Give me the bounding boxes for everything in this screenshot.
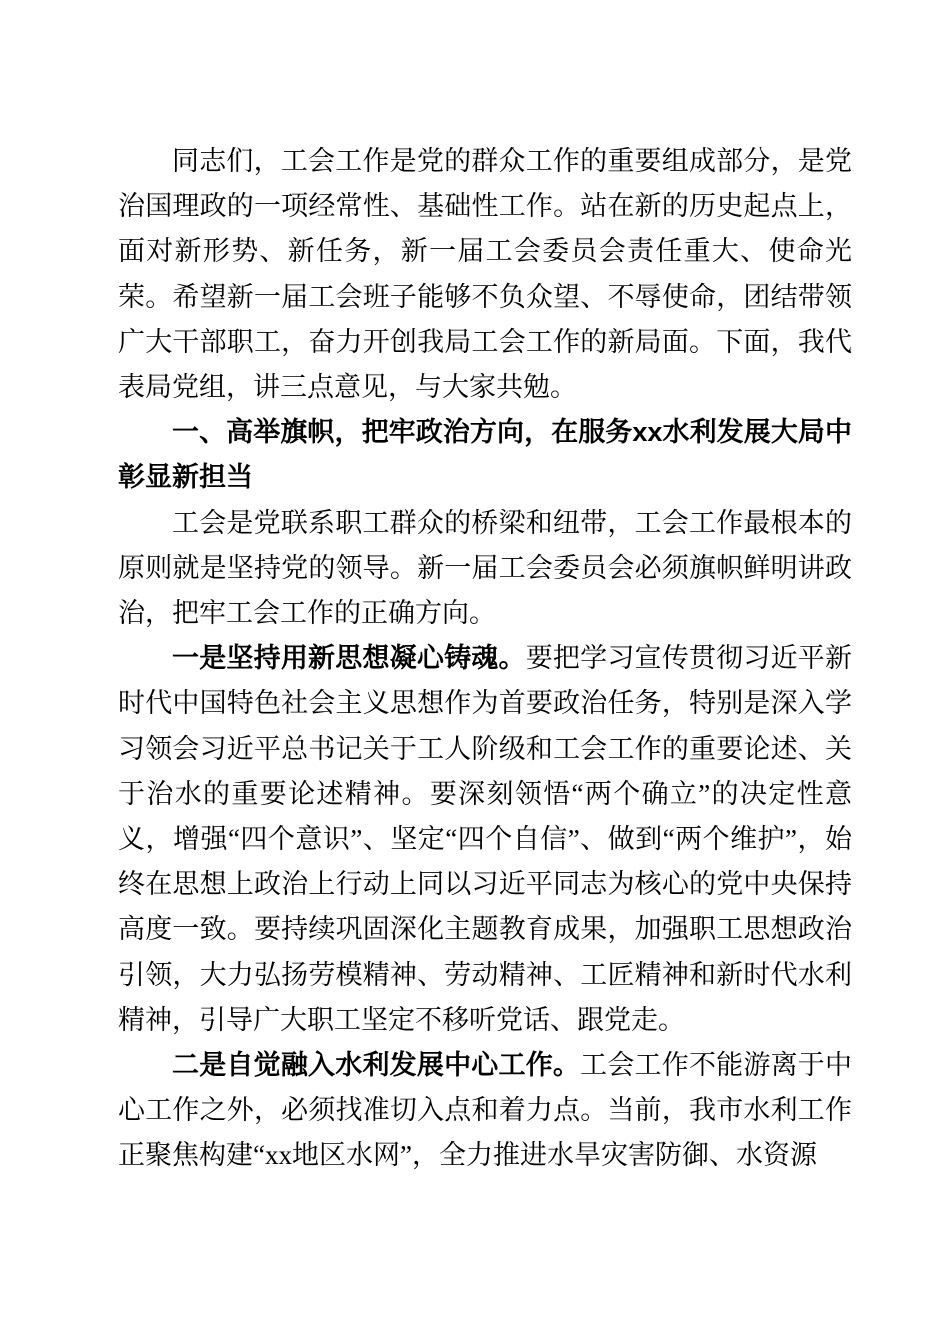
section-heading-1 (118, 410, 852, 500)
paragraph-lead-emphasis: 二是自觉融入水利发展中心工作。 (172, 1050, 581, 1081)
section-heading-text: 一、高举旗帜，把牢政治方向，在服务xx水利发展大局中彰显新担当 (118, 417, 852, 493)
paragraph-lead-emphasis: 一是坚持用新思想凝心铸魂。 (172, 643, 526, 674)
paragraph-point-one (118, 636, 852, 1043)
opening-paragraph (118, 139, 852, 410)
paragraph-union-principle (118, 501, 852, 637)
paragraph-text: 要把学习宣传贯彻习近平新时代中国特色社会主义思想作为首要政治任务，特别是深入学习领会习近平总书记关于工人阶级和工会工作的重要论述、关于治水的重要论述精神。要深刻领悟“两个确立”的决定性意义，增强“四个意识”、坚定“四个自信”、做到“两个维护”，始终在思想上政治上行动上同以习近平同志为核心的党中央保持高度一致。要持续巩固深化主题教育成果，加强职工思想政治引领，大力弘扬劳模精神、劳动精神、工匠精神和新时代水利精神，引导广大职工坚定不移听党话、跟党走。 (118, 643, 853, 1035)
paragraph-text: 同志们，工会工作是党的群众工作的重要组成部分，是党治国理政的一项经常性、基础性工作。站在新的历史起点上，面对新形势、新任务，新一届工会委员会责任重大、使命光荣。希望新一届工会班子能够不负众望、不辱使命，团结带领广大干部职工，奋力开创我局工会工作的新局面。下面，我代表局党组，讲三点意见，与大家共勉。 (118, 146, 852, 403)
paragraph-text: 工会是党联系职工群众的桥梁和纽带，工会工作最根本的原则就是坚持党的领导。新一届工会委员会必须旗帜鲜明讲政治，把牢工会工作的正确方向。 (118, 507, 852, 629)
paragraph-text: 工会工作不能游离于中心工作之外，必须找准切入点和着力点。当前，我市水利工作正聚焦构建“xx地区水网”，全力推进水旱灾害防御、水资源 (118, 1050, 852, 1171)
paragraph-point-two (118, 1043, 852, 1179)
